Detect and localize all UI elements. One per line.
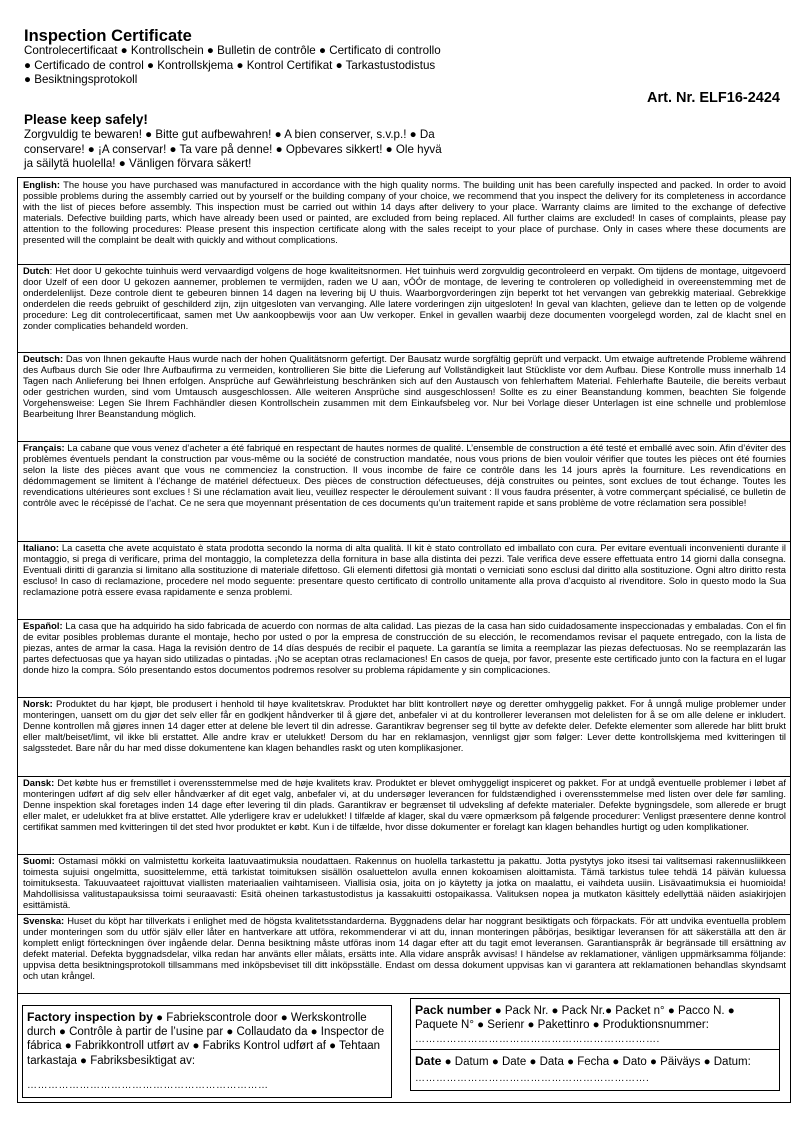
pack-label: Pack number [415,1003,492,1017]
date-label: Date [415,1054,442,1068]
section-text: La casa que ha adquirido ha sido fabricada de acuerdo con normas de alta calidad. Las piezas de la casa han sido cuidadosamente inspeccionadas y embaladas. Con el fin de evitar posibles problemas durante el montaje, hecho por usted o por la empresa de construcción de su elección, le recomendamos revisar el paquete entregado, con la lista de piezas, antes de armar la casa. Haga la revisión dentro de 14 días después de recibir el paquete. La garantía se limita a reemplazar las piezas defectuosas. No se reemplazarán las partes defectuosas que ya hayan sido utilizadas o pintadas. ¡No se aceptan otras reclamaciones! En casos de queja, por favor, presente este certificado junto con la factura en el lugar donde hizo la compra. Sólo presentando estos documentos podremos resolver su problema rápidamente y sin complicaciones. [23,620,786,676]
factory-inspection-block [26,994,386,1098]
section-deutsch [18,353,790,442]
lang-label: English: [23,179,60,190]
date-line: …………………………………………………………. [415,1072,650,1084]
pack-date-block [410,994,780,1098]
lang-label: Français: [23,442,65,453]
keep-safely-translations: Zorgvuldig te bewaren! ● Bitte gut aufbewahren! ● A bien conserver, s.v.p.! ● Da conservare! ● ¡A conservar! ● Ta vare på denne! ● Opbevares sikkert! ● Ole hyvä ja säilytä huolella! ● Vänligen förvara säkert! [24,128,442,171]
section-text: Produktet du har kjøpt, ble produsert i henhold til høye kvalitetskrav. Produktet har blitt kontrollert nøye og deretter omhyggelig pakket. For å unngå mulige problemer under monteringen, uansett om du gjør det selv eller får en godkjent håndverker til å gjøre det, anbefaler vi at du kontrollerer leveransen mot delelisten for å se om alle delene er inkludert. Denne kontrollen må gjøres innen 14 dager etter at delene ble levert til din adresse. Garantikrav begrenser seg til bytte av defekte deler. Defekte elementer som allerede har blitt brukt eller malt/beiset/limt, vil ikke bli erstattet. Alle andre krav er utelukket! Dersom du har en reklamasjon, vennligst gjør som følger: Lever dette kontrollskjema med kvitteringen til salgsstedet. Bare når du har med disse dokumentene kan klagen behandles raskt og uten komplikasjoner. [23,698,786,754]
article-number: Art. Nr. ELF16-2424 [647,90,780,106]
section-suomi [18,855,790,915]
title-translations: Controlecertificaat ● Kontrollschein ● Bulletin de contrôle ● Certificato di controllo ● Certificado de control ● Kontrollskjema ● Kontrol Certifikat ● Tarkastustodistus ● Besiktningsprotokoll [24,44,441,86]
section-text: Das von Ihnen gekaufte Haus wurde nach der hohen Qualitätsnorm gefertigt. Der Bausatz wurde sorgfältig geprüft und verpackt. Um etwaige auftretende Probleme während des Aufbaus durch Sie oder Ihre Aufbaufirma zu vermeiden, kontrollieren Sie bitte die Lieferung auf Vollständigkeit laut Stückliste vor dem Aufbau. Diese Kontrolle muss innerhalb 14 Tagen nach Anlieferung bei Ihnen erfolgen. Ansprüche auf Gewährleistung beschränken sich auf den Austausch von fehlerhaftem Material. Fehlerhafte Bauteile, die bereits verbaut oder gestrichen wurden, sind vom Umtausch ausgeschlossen. Alle weiteren Ansprüche sind ausgeschlossen! Sollte es zu einer Beanstandung kommen, beachten Sie folgende Vorgehensweise: Legen Sie Ihrem Fachhändler diesen Kontrollschein zusammen mit dem Einkaufsbeleg vor. Nur bei Vorlage dieser Unterlagen ist eine schnelle und problemlose Bearbeitung Ihrer Beanstandung möglich. [23,353,786,420]
date-translations: ● Datum ● Date ● Data ● Fecha ● Dato ● Päiväys ● Datum: [441,1056,751,1068]
section-francais [18,442,790,542]
section-text: La cabane que vous venez d’acheter a été fabriqué en respectant de hautes normes de qualité. L’ensemble de construction a été testé et emballé avec soin. Afin d’éviter des problèmes éventuels pendant la construction par vous-même ou la société de construction mandatée, nous vous prions de bien vouloir vérifier que toutes les pièces ont été fournies selon la liste des pièces avant que vous ne commenciez la construction. Il vous incombe de faire ce contrôle dans les 14 jours après la fourniture. Les revendications en dédommagement se limitent à l’échange de matériel défectueux. Des pièces de construction défectueuses, déjà construites ou peintes, sont exclues de tout échange. Toutes les revendications ultérieures sont exclues ! Si une réclamation avait lieu, veuillez respecter le déroulement suivant : Il vous faudra présenter, à votre commerçant spécialisé, ce bulletin de contrôle avec le récépissé de l’achat. Ce ne sera que moyennant présentation de ces documents qu’un traitement rapide et sans problème de votre réclamation sera possible! [23,442,786,509]
keep-safely-heading: Please keep safely! [24,112,148,127]
factory-inspection-field[interactable] [22,1005,392,1098]
factory-label: Factory inspection by [27,1010,153,1024]
section-dansk [18,777,790,855]
section-espanol [18,620,790,698]
section-norsk [18,698,790,777]
date-field[interactable] [410,1049,780,1091]
section-text: Huset du köpt har tillverkats i enlighet med de högsta kvalitetsstandarderna. Byggnadens delar har noggrant besiktigats och förpackats. För att undvika eventuella problem under monteringen som du utför själv eller låter en hantverkare att utföra, rekommenderar vi att du, innan monteringen påbörjas, besiktigar leveransen för att säkerställa att den är komplett enligt förteckningen över ingående delar. Denna besiktning måste utföras inom 14 dagar efter att du tagit emot leveransen. Garantianspråk är begränsade till ersättning av defekt material. Defekta byggnadsdelar, vilka redan har använts eller målats, ersätts inte. Alla vidare anspråk avvisas! I händelse av reklamationer, vänligen uppmärksamma följande: uppvisa detta besiktningsprotokoll tillsammans med inköpsbeviset till ditt inköpsställe. Endast om dessa dokument uppvisas kan vi garantera att reklamationen behandlas skyndsamt och utan krångel. [23,915,786,982]
lang-label: Italiano: [23,542,59,553]
section-text: Ostamasi mökki on valmistettu korkeita laatuvaatimuksia noudattaen. Rakennus on huolella tarkastettu ja pakattu. Jotta pystytys joko itsesi tai valitsemasi rakennusliikkeen toimesta sujuisi ongelmitta, suosittelemme, että tarkistat toimituksen sisällön osaluettelon avulla ennen kokoamisen aloittamista. Tämä tarkistus tulee tehdä 14 päivän kuluessa toimituksesta. Takuuvaateet rajoittuvat viallisten materiaalien vaihtamiseen. Viallisia osia, joita on jo käytetty ja jotka on maalattu, ei vaihdeta uusiin. Lisävaatimuksia ei huomioida! Mahdollisissa valitustapauksissa toimi seuraavasti: Esitä oheinen tarkastustodistus ja kassakuitti ostopaikassa. Valituksen nopea ja mutkaton käsittely edellyttää näiden asiakirjojen esittämistä. [23,855,786,911]
pack-number-field[interactable] [410,998,780,1049]
section-text: The house you have purchased was manufactured in accordance with the high quality norms. The building unit has been carefully inspected and packed. In order to avoid possible problems during the assembly carried out by yourself or the building company of your choice, we recommend that you inspect the delivery for its completeness in accordance with the list of pieces before assembly. This inspection must be carried out within 14 days after delivery to your place. Warranty claims are limited to the exchange of defective materials. Defective building parts, which have already been used or painted, are excluded from being replaced. All further claims are excluded! In cases of complaints, please pay attention to the following procedures: Please present this inspection certificate along with the sales receipt to your place of purchase. Only in cases where these documents are presented will the complaint be dealt with quickly and without complications. [23,179,786,246]
factory-signature-line: …………………………………………………………… [27,1079,269,1091]
factory-translations: ● Fabriekscontrole door ● Werkskontrolle durch ● Contrôle à partir de l’usine par ● Collaudato da ● Inspector de fábrica ● Fabrikkontroll utført av ● Fabriks Kontrol udført af ● Tehtaan tarkastaja ● Fabriksbesiktigat av: [27,1012,385,1067]
section-text: : Het door U gekochte tuinhuis werd vervaardigd volgens de hoge kwaliteitsnormen. Het tuinhuis werd zorgvuldig gecontroleerd en verpakt. Om tijdens de montage, uitgevoerd door Uzelf of een door U gekozen aannemer, problemen te vermijden, raden we U aan, vÓÓr de montage, de levering te controleren op volledigheid in overeenstemming met de onderdelenlijst. Deze controle dient te gebeuren binnen 14 dagen na levering bij U thuis. Waarborgvorderingen zijn beperkt tot het vervangen van gebrekkig materiaal. Gebrekkige onderdelen die reeds gebruikt of geschilderd zijn, zijn uitgesloten van vervanging. Alle latere vorderingen zijn uitgesloten! In geval van klachten, gelieve dan te letten op de volgende procedure: Leg dit controlecertificaat, samen met Uw aankoopbewijs voor aan Uw verkoper. Enkel in gevallen waarbij deze documenten voorgelegd worden, zal de klacht snel en zonder complicaties behandeld worden. [23,265,786,332]
section-english [18,178,790,265]
lang-label: Svenska: [23,915,65,926]
footer [17,994,791,1103]
pack-translations: ● Pack Nr. ● Pack Nr.● Packet n° ● Pacco N. ● Paquete N° ● Serienr ● Pakettinro ● Produktionsnummer: [415,1005,735,1032]
pack-number-line: ……………………………………………………………. [415,1033,660,1045]
lang-label: Dansk: [23,777,55,788]
page-title: Inspection Certificate [24,27,192,45]
section-text: Det købte hus er fremstillet i overensstemmelse med de høje kvalitets krav. Produktet er blevet omhyggeligt inspiceret og pakket. For at undgå eventuelle problemer i løbet af monteringen udført af dig selv eller håndværker af dit eget valg, anbefaler vi, at du undersøger leverancen for fuldstændighed i overensstemmelse med listen over dele før samling. Denne inspektion skal foretages inden 14 dage efter levering til din plads. Garantikrav er begrænset til udveksling af defekte materialer. Defekte bygningsdele, som allerede er brugt eller malet, er udelukket fra at blive erstattet. Alle yderligere krav er udelukket! I tilfælde af klager, skal du være opmærksom på følgende procedurer: Venligst præsentere denne kontrol certifikat sammen med kvitteringen til det sted hvor produktet er købt. Kun i de tilfælde, hvor disse dokumenter er forelagt kan klagen behandles hurtigt og uden komplikationer. [23,777,786,833]
lang-label: Español: [23,620,63,631]
lang-label: Suomi: [23,855,55,866]
language-sections [17,177,791,994]
section-text: La casetta che avete acquistato è stata prodotta secondo la norma di alta qualità. Il kit è stato controllato ed imballato con cura. Per evitare eventuali inconvenienti durante il montaggio, si prega di verificare, prima del montaggio, la completezza della fornitura in base alla distinta dei pezzi. Tale verifica deve essere effettuata entro 14 giorni dalla consegna. Eventuali diritti di garanzia si limitano alla sostituzione di materiale difettoso. Gli elementi difettosi già montati o verniciati sono esclusi dal diritto alla sostituzione. Ogni altro diritto resta escluso! In caso di reclamazione, procedere nel modo seguente: presentare questo certificato di controllo unitamente alla prova d’acquisto al rivenditore. Solo in questo modo la Sua reclamazione potrà essere evasa rapidamente e senza problemi. [23,542,786,598]
section-dutch [18,265,790,353]
section-svenska [18,915,790,993]
section-italiano [18,542,790,620]
lang-label: Deutsch: [23,353,64,364]
lang-label: Norsk: [23,698,53,709]
lang-label: Dutch [23,265,50,276]
